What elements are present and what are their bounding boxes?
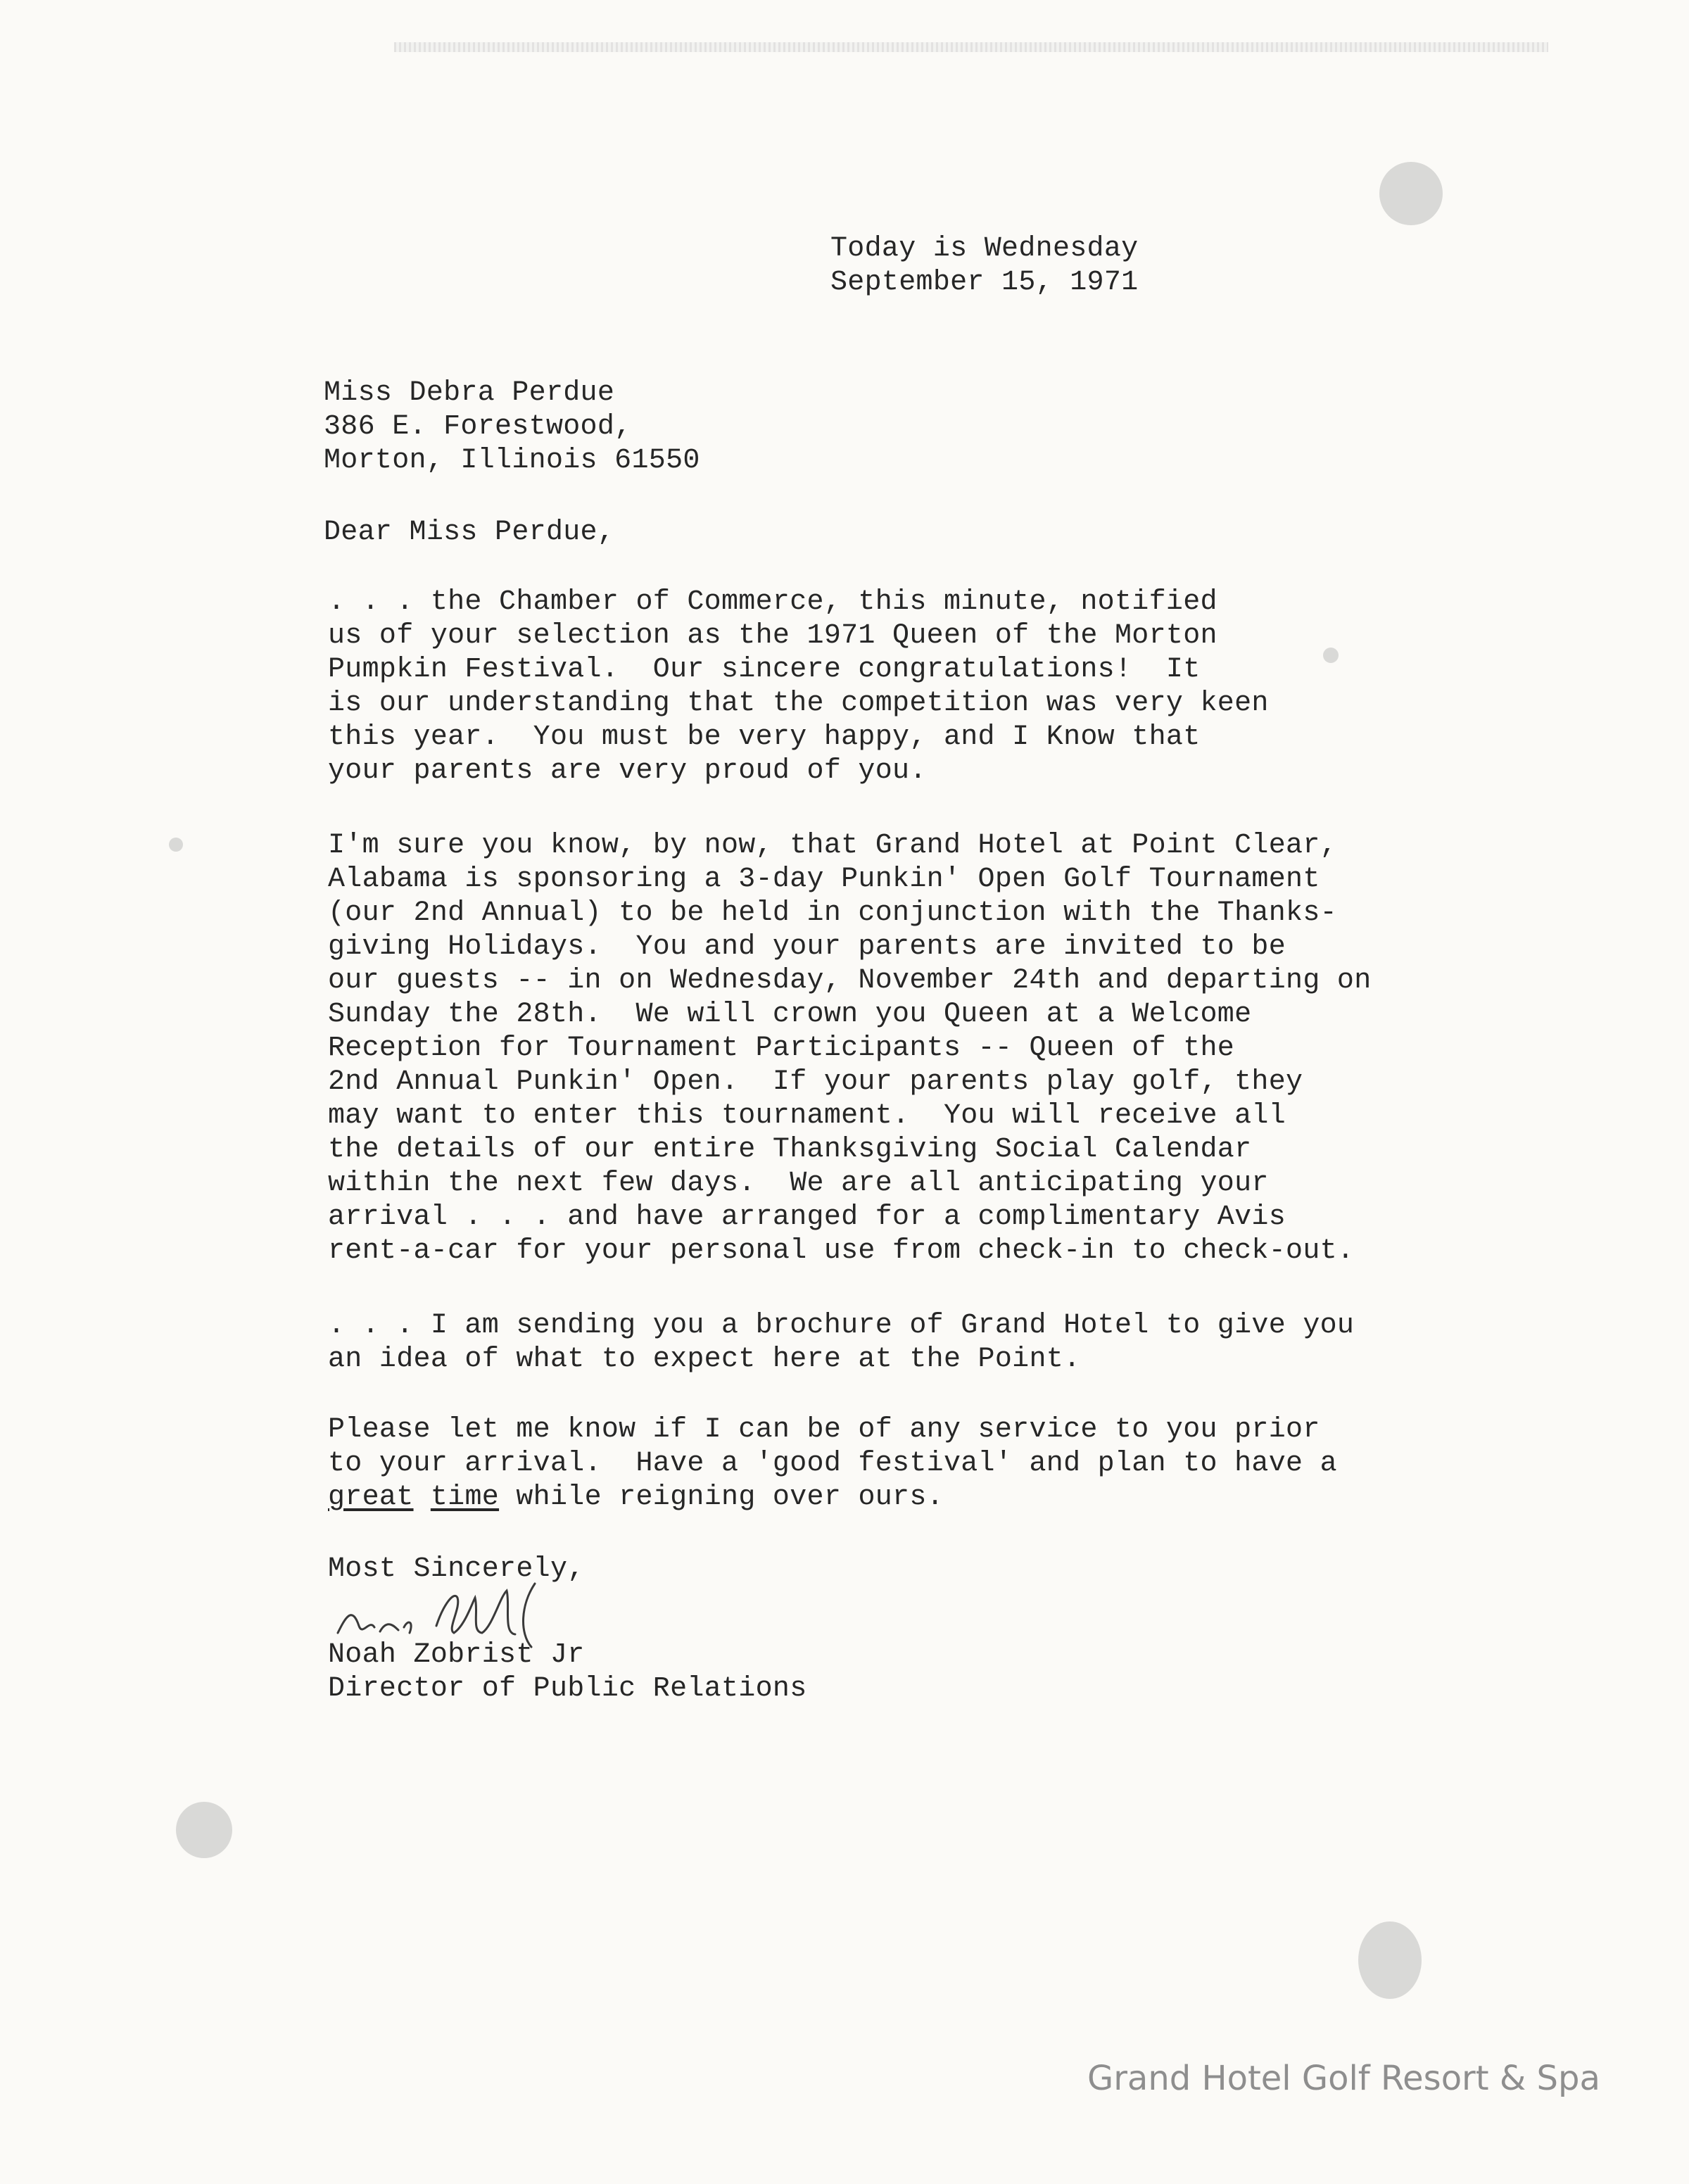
- paragraph-3-line: an idea of what to expect here at the Point.: [328, 1344, 1081, 1375]
- paragraph-1-line: Pumpkin Festival. Our sincere congratulations! It: [328, 654, 1201, 686]
- paragraph-2-line: (our 2nd Annual) to be held in conjunction with the Thanks-: [328, 897, 1337, 929]
- date-line-2: September 15, 1971: [830, 267, 1139, 298]
- paragraph-1-line: this year. You must be very happy, and I Know that: [328, 721, 1201, 753]
- emphasis-great: great: [328, 1482, 414, 1513]
- paragraph-2-line: giving Holidays. You and your parents are invited to be: [328, 931, 1286, 963]
- watermark-text: Grand Hotel Golf Resort & Spa: [1087, 2059, 1600, 2098]
- recipient-street: 386 E. Forestwood,: [324, 411, 632, 443]
- paragraph-2-line: arrival . . . and have arranged for a complimentary Avis: [328, 1201, 1286, 1233]
- salutation: Dear Miss Perdue,: [324, 517, 615, 548]
- paragraph-4-line: Please let me know if I can be of any service to you prior: [328, 1414, 1320, 1446]
- paragraph-2-line: I'm sure you know, by now, that Grand Hotel at Point Clear,: [328, 830, 1337, 861]
- paragraph-2-line: Alabama is sponsoring a 3-day Punkin' Open Golf Tournament: [328, 864, 1320, 895]
- scan-speck: [1379, 162, 1443, 225]
- paragraph-2-line: our guests -- in on Wednesday, November 24th and departing on: [328, 965, 1372, 997]
- scan-speck: [1358, 1921, 1422, 1999]
- scan-speck: [176, 1802, 232, 1858]
- paragraph-1-line: . . . the Chamber of Commerce, this minute, notified: [328, 586, 1217, 618]
- scan-speck: [169, 838, 183, 852]
- recipient-city: Morton, Illinois 61550: [324, 445, 700, 476]
- paragraph-2-line: 2nd Annual Punkin' Open. If your parents play golf, they: [328, 1066, 1303, 1098]
- paragraph-2-line: Reception for Tournament Participants -- Queen of the: [328, 1033, 1235, 1064]
- scan-speck: [1323, 648, 1339, 663]
- paragraph-1-line: is our understanding that the competition was very keen: [328, 688, 1269, 719]
- paragraph-4-line: to your arrival. Have a 'good festival' and plan to have a: [328, 1448, 1337, 1479]
- paragraph-4-line: [328, 1481, 944, 1515]
- paragraph-1-line: your parents are very proud of you.: [328, 755, 927, 787]
- paragraph-2-line: rent-a-car for your personal use from check-in to check-out.: [328, 1235, 1355, 1267]
- recipient-name: Miss Debra Perdue: [324, 377, 615, 409]
- paragraph-2-line: Sunday the 28th. We will crown you Queen at a Welcome: [328, 999, 1252, 1030]
- emphasis-time: time: [430, 1482, 500, 1513]
- paragraph-3-line: . . . I am sending you a brochure of Grand Hotel to give you: [328, 1310, 1355, 1342]
- paragraph-2-line: the details of our entire Thanksgiving Social Calendar: [328, 1134, 1252, 1166]
- scan-edge-strip: [394, 42, 1548, 52]
- paragraph-2-line: within the next few days. We are all anticipating your: [328, 1168, 1269, 1199]
- closing: Most Sincerely,: [328, 1553, 585, 1585]
- paragraph-2-line: may want to enter this tournament. You will receive all: [328, 1100, 1286, 1132]
- paragraph-4-line-rest: while reigning over ours.: [499, 1482, 944, 1513]
- sender-title: Director of Public Relations: [328, 1673, 807, 1705]
- date-line-1: Today is Wednesday: [830, 233, 1139, 265]
- paragraph-1-line: us of your selection as the 1971 Queen of the Morton: [328, 620, 1217, 652]
- sender-name: Noah Zobrist Jr: [328, 1639, 585, 1671]
